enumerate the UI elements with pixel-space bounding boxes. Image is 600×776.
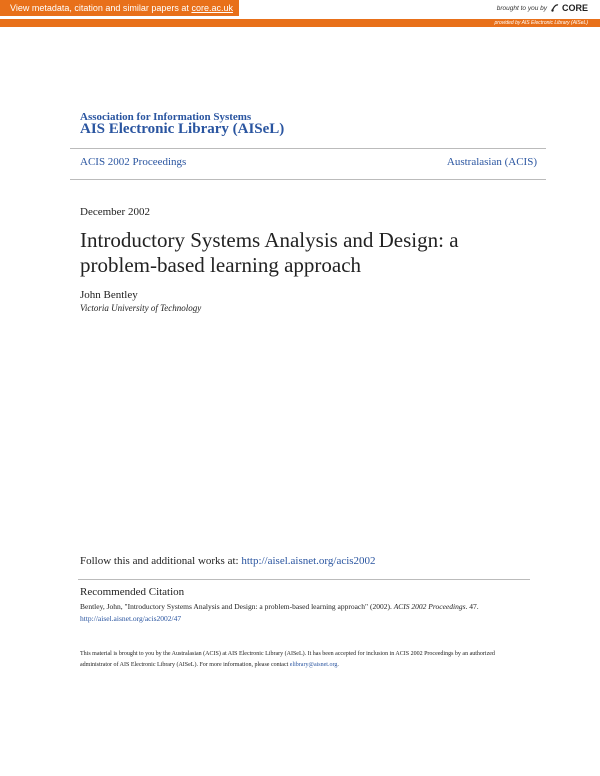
proceedings-link[interactable]: ACIS 2002 Proceedings [80, 156, 187, 168]
notice-end: . [337, 662, 339, 668]
follow-line [80, 555, 376, 567]
notice-text: This material is brought to you by the Australasian (ACIS) at AIS Electronic Library (AISeL). It has been accepted for inclusion in ACIS 2002 Proceedings by an authorized administrator of AIS Electronic Library (AISeL). For more information, please contact [80, 651, 495, 668]
header-divider-top [70, 148, 546, 149]
australasian-link[interactable]: Australasian (ACIS) [446, 156, 537, 168]
brought-text: brought to you by [496, 4, 547, 12]
association-name[interactable]: Association for Information Systems [80, 111, 252, 123]
core-banner [0, 0, 600, 19]
paper-title: Introductory Systems Analysis and Design: a problem-based learning approach [80, 228, 459, 277]
citation-heading: Recommended Citation [80, 586, 185, 598]
access-notice [80, 649, 520, 671]
provided-by-bar [0, 19, 600, 27]
core-logo-text: CORE [561, 3, 588, 13]
core-view-text: View metadata, citation and similar papers at [10, 3, 192, 13]
follow-link[interactable]: http://aisel.aisnet.org/acis2002 [241, 555, 376, 567]
core-logo[interactable] [550, 3, 588, 13]
provided-by-text: provided by AIS Electronic Library (AISeL) [494, 20, 588, 26]
contact-email-link[interactable]: elibrary@aisnet.org [289, 662, 338, 668]
core-swirl-icon [550, 3, 560, 13]
citation-body: Bentley, John, "Introductory Systems Analysis and Design: a problem-based learning approach" (2002). [80, 602, 394, 611]
citation-journal: ACIS 2002 Proceedings [393, 602, 466, 611]
citation-text [80, 601, 520, 625]
brought-to-you[interactable] [497, 3, 588, 13]
header-divider-bottom [70, 179, 546, 180]
library-name[interactable]: AIS Electronic Library (AISeL) [80, 121, 285, 137]
citation-link[interactable]: http://aisel.aisnet.org/acis2002/47 [80, 614, 182, 623]
author-name: John Bentley [80, 289, 138, 301]
citation-number: . 47. [465, 602, 479, 611]
core-site-link[interactable]: core.ac.uk [191, 3, 233, 13]
citation-divider [78, 579, 530, 580]
author-affiliation: Victoria University of Technology [80, 303, 202, 313]
publication-date: December 2002 [80, 206, 150, 218]
core-metadata-link[interactable] [0, 0, 239, 16]
follow-text: Follow this and additional works at: [80, 555, 242, 567]
